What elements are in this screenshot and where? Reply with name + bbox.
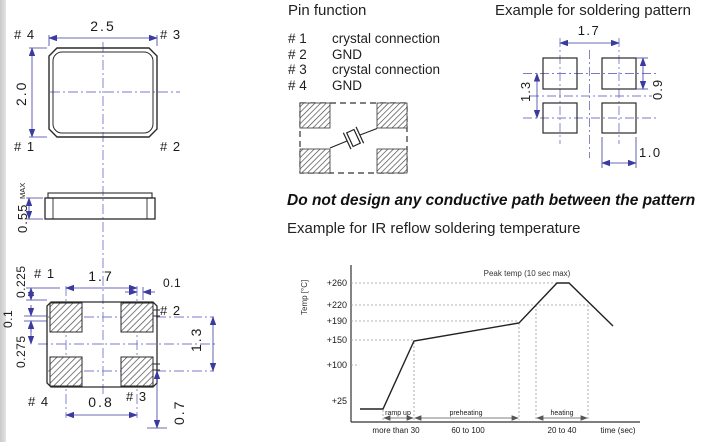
- soldering-pattern-title: Example for soldering pattern: [495, 2, 691, 19]
- pin-row: [288, 62, 440, 78]
- pattern-dim-pitch-x: 1.7: [577, 23, 601, 38]
- top-view: [13, 18, 181, 154]
- phase-labels: [385, 410, 573, 417]
- pin-number: # 3: [288, 62, 307, 78]
- dim-pad-w-label: 0.8: [88, 394, 114, 410]
- package-lid: [48, 193, 152, 198]
- pattern-dim-pitch-y: 1.3: [518, 80, 533, 102]
- temperature-profile-line: [360, 283, 613, 409]
- duration-rampup: more than 30: [372, 426, 420, 435]
- crystal-lead-right: [360, 129, 377, 136]
- pin-number: # 1: [288, 31, 307, 46]
- pad-2: [121, 303, 153, 332]
- ytick-260: +260: [326, 278, 347, 288]
- dim-height-label: 2.0: [13, 80, 29, 106]
- bottom-view: [1, 265, 213, 428]
- duration-heating: 20 to 40: [547, 426, 577, 435]
- pad-4: [50, 357, 82, 386]
- dim-thickness-suffix: MAX: [18, 182, 27, 199]
- bottom-pin3-label: # 3: [126, 389, 148, 404]
- reflow-title: Example for IR reflow soldering temperature: [287, 220, 581, 237]
- pin-row: [288, 78, 440, 94]
- pin-function-block: [288, 2, 440, 93]
- x-axis-labels: [372, 426, 635, 435]
- pad-3: [121, 357, 153, 386]
- pattern-dim-pad-h: 0.9: [650, 78, 665, 100]
- ytick-150: +150: [326, 335, 347, 345]
- pin-func: GND: [332, 77, 362, 93]
- ytick-100: +100: [326, 360, 347, 370]
- pattern-centerlines: [523, 38, 658, 158]
- crystal-symbol: [343, 127, 363, 149]
- phase-rampup: ramp up: [385, 410, 411, 417]
- reflow-temperature-chart: [295, 253, 703, 442]
- peak-annotation: Peak temp (10 sec max): [483, 269, 571, 278]
- phase-heating: heating: [550, 410, 574, 417]
- bottom-pin4-label: # 4: [28, 394, 50, 409]
- pin4-label: # 4: [14, 27, 36, 42]
- crystal-lead-left: [330, 141, 347, 148]
- pin-row: [288, 47, 440, 63]
- dim-left-mid-label: 0.1: [1, 309, 15, 328]
- ytick-25: +25: [331, 396, 347, 406]
- duration-preheating: 60 to 100: [451, 426, 485, 435]
- top-view-dim-lines: [29, 35, 157, 137]
- pin-func: GND: [332, 46, 362, 62]
- pin-func: crystal connection: [332, 62, 441, 78]
- pin1-label: # 1: [14, 139, 36, 154]
- x-axis-unit-label: time (sec): [600, 426, 636, 435]
- pin-row: [288, 31, 440, 47]
- conductive-path-warning: Do not design any conductive path between the pattern: [287, 192, 696, 209]
- y-axis-label: Temp [°C]: [300, 279, 309, 315]
- dim-thickness-label: 0.55: [15, 203, 30, 233]
- bottom-pin1-label: # 1: [34, 266, 56, 281]
- solder-pads: [50, 303, 153, 386]
- pin-function-list: [288, 31, 440, 93]
- pad-1: [50, 303, 82, 332]
- pin-func: crystal connection: [332, 31, 441, 46]
- dim-offset-label: 0.1: [163, 276, 182, 290]
- ytick-190: +190: [326, 316, 347, 326]
- pin-function-title: Pin function: [288, 2, 367, 19]
- pattern-dim-pad-w: 1.0: [639, 145, 662, 160]
- pin-connection-diagram: [295, 100, 415, 180]
- side-view: [15, 183, 155, 233]
- package-body: [45, 198, 155, 219]
- dim-bot-right-label: 0.7: [171, 399, 187, 425]
- phase-preheating: preheating: [449, 410, 483, 417]
- y-tick-labels: [327, 278, 347, 406]
- pin-number: # 2: [288, 46, 307, 62]
- pattern-dim-lines: [537, 43, 648, 168]
- dim-pitch-x-label: 1.7: [88, 268, 114, 284]
- dim-pitch-y-label: 1.3: [188, 326, 204, 352]
- pin3-label: # 3: [160, 27, 182, 42]
- package-drawings: [0, 0, 285, 442]
- dim-width-label: 2.5: [90, 18, 116, 34]
- pin2-label: # 2: [160, 139, 182, 154]
- pin-number: # 4: [288, 77, 307, 93]
- bottom-pin2-label: # 2: [160, 303, 182, 318]
- dim-left-top-label: 0.225: [14, 265, 28, 298]
- ytick-220: +220: [326, 300, 347, 310]
- dim-left-bot-label: 0.275: [14, 335, 28, 368]
- soldering-pattern-drawing: [490, 22, 703, 194]
- grid-lines: [351, 283, 588, 420]
